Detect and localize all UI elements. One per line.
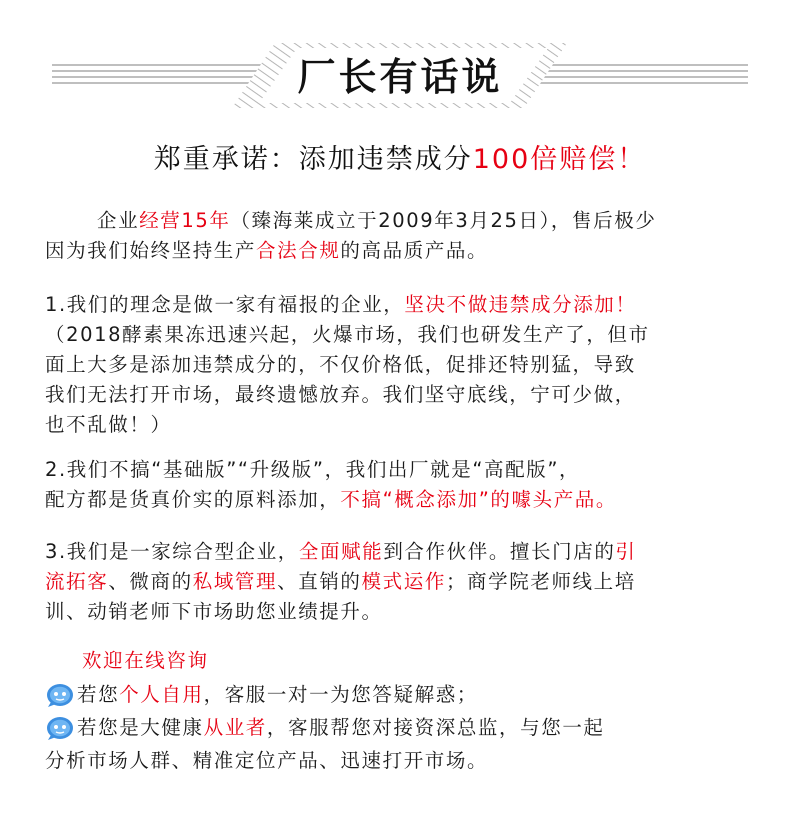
intro-line-2 — [45, 236, 760, 266]
intro-text: 因为我们始终坚持生产 — [45, 239, 257, 262]
contact-text: ，客服帮您对接资深总监，与您一起 — [266, 716, 605, 739]
point-2-paragraph — [45, 455, 760, 515]
point-2-line-1: 2.我们不搞“基础版”“升级版”，我们出厂就是“高配版”， — [45, 458, 581, 481]
point-highlight: 私域管理 — [192, 570, 278, 593]
point-1-line-4: 我们无法打开市场，最终遗憾放弃。我们坚守底线，宁可少做， — [45, 383, 636, 406]
intro-paragraph — [45, 206, 760, 266]
point-text: 、直销的 — [277, 570, 362, 593]
contact-title: 欢迎在线咨询 — [82, 649, 209, 672]
intro-highlight: 经营15年 — [139, 209, 231, 232]
point-highlight: 引 — [615, 540, 637, 563]
promise-highlight: 100倍赔偿！ — [472, 144, 647, 175]
contact-text: 若您 — [77, 683, 120, 706]
contact-highlight: 个人自用 — [119, 683, 204, 706]
point-text: 3.我们是一家综合型企业， — [45, 540, 299, 563]
point-1-line-2: （2018酵素果冻迅速兴起，火爆市场，我们也研发生产了，但市 — [45, 323, 650, 346]
point-1-paragraph — [45, 290, 760, 440]
contact-line-3: 分析市场人群、精准定位产品、迅速打开市场。 — [45, 749, 489, 772]
contact-row — [45, 680, 760, 710]
point-highlight: 流拓客 — [45, 570, 109, 593]
point-text: 配方都是货真价实的原料添加， — [45, 488, 341, 511]
point-text: ；商学院老师线上培 — [445, 570, 636, 593]
point-highlight: 全面赋能 — [298, 540, 384, 563]
promise-headline — [0, 140, 800, 180]
point-2-line-2 — [45, 485, 760, 515]
intro-line-1 — [45, 206, 760, 236]
point-text: 1.我们的理念是做一家有福报的企业， — [45, 293, 405, 316]
intro-text: 的高品质产品。 — [340, 239, 489, 262]
contact-highlight: 从业者 — [203, 716, 267, 739]
intro-highlight: 合法合规 — [256, 239, 341, 262]
intro-text: 企业 — [97, 209, 140, 232]
point-text: 到合作伙伴。擅长门店的 — [383, 540, 616, 563]
point-highlight: 模式运作 — [361, 570, 446, 593]
point-1-line-1 — [45, 290, 760, 320]
point-highlight: 坚决不做违禁成分添加！ — [404, 293, 637, 316]
point-1-line-3: 面上大多是添加违禁成分的，不仅价格低，促排还特别猛，导致 — [45, 353, 636, 376]
point-3-line-3: 训、动销老师下市场助您业绩提升。 — [45, 600, 383, 623]
contact-line-2 — [45, 713, 760, 776]
promise-text: 郑重承诺：添加违禁成分 — [153, 144, 473, 175]
chat-bubble-icon[interactable] — [45, 681, 75, 707]
intro-text: （臻海莱成立于2009年3月25日），售后极少 — [230, 209, 657, 232]
contact-line-1 — [45, 680, 760, 710]
contact-text: ，客服一对一为您答疑解惑； — [203, 683, 478, 706]
point-1-line-5: 也不乱做！） — [45, 413, 172, 436]
contact-row — [45, 713, 760, 743]
point-3-paragraph — [45, 537, 760, 627]
point-3-line-1 — [45, 537, 760, 567]
contact-text: 若您是大健康 — [77, 716, 204, 739]
point-3-line-2 — [45, 567, 760, 597]
point-highlight: 不搞“概念添加”的噱头产品。 — [340, 488, 618, 511]
chat-bubble-icon[interactable] — [45, 714, 75, 740]
page-title: 厂长有话说 — [297, 55, 503, 99]
point-text: 、微商的 — [108, 570, 193, 593]
header-banner — [0, 0, 800, 115]
